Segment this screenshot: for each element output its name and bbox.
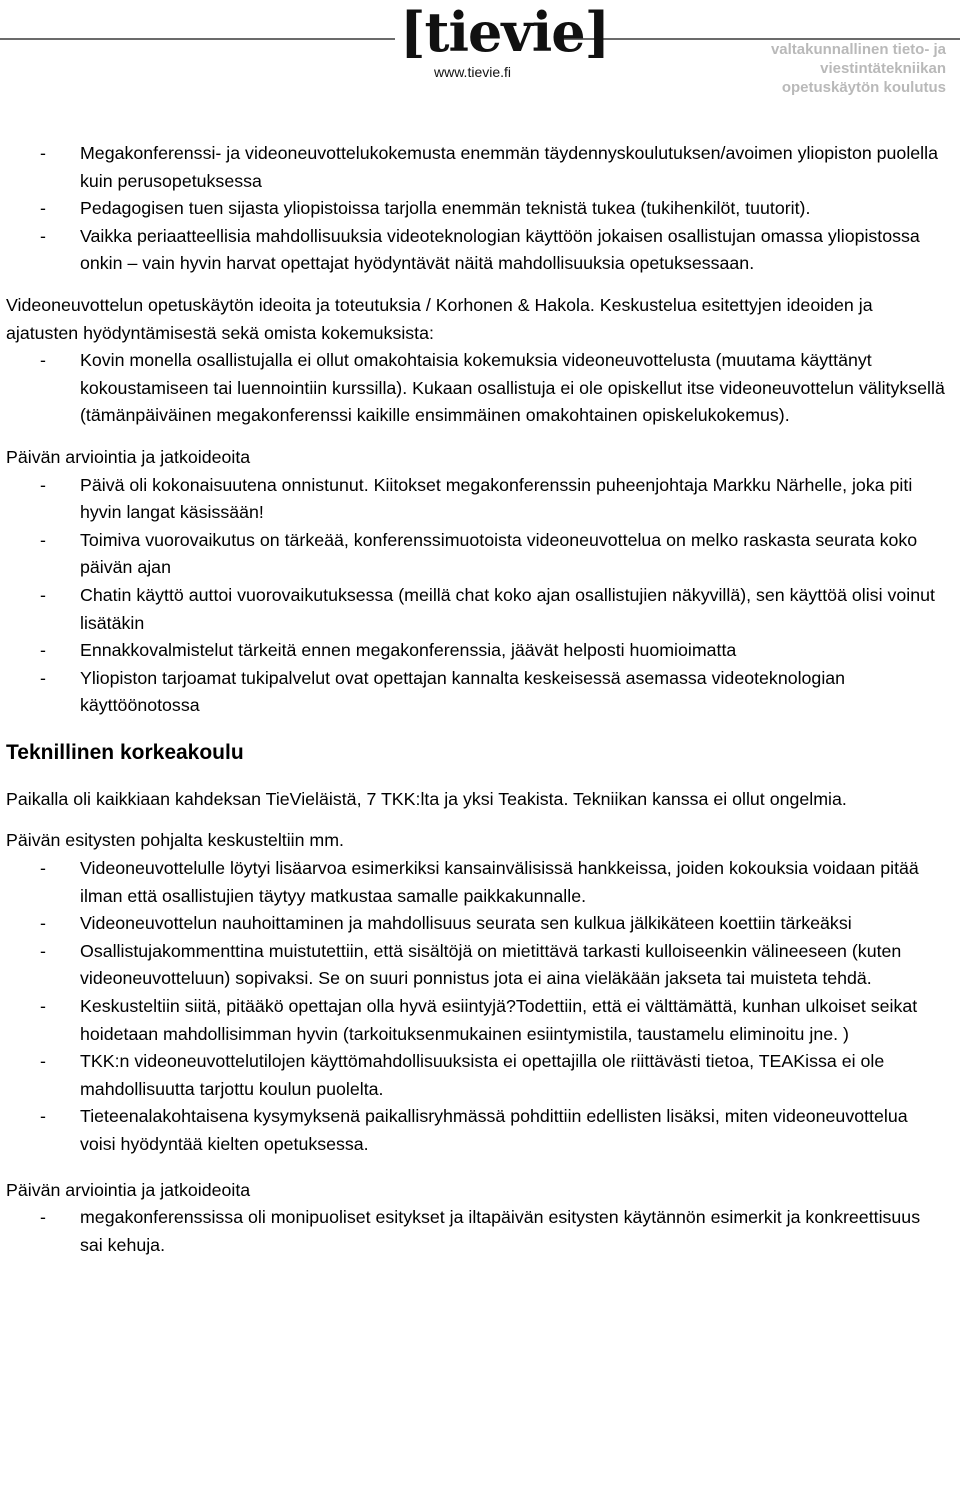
dash-marker: - xyxy=(40,1051,46,1072)
list-item-text: Yliopiston tarjoamat tukipalvelut ovat opettajan kannalta keskeisessä asemassa videoteknologian käyttöönotossa xyxy=(80,667,846,716)
dash-marker: - xyxy=(40,1207,46,1228)
tkk-list xyxy=(6,855,946,1159)
document-body xyxy=(6,140,946,1259)
list-item-text: Vaikka periaatteellisia mahdollisuuksia videoteknologian käyttöön jokaisen osallistujan omassa yliopistossa onkin – vain hyvin harvat opettajat hyödyntävät näitä mahdollisuuksia opetuksessaan. xyxy=(80,225,920,274)
dash-marker: - xyxy=(40,584,46,605)
eval1-list xyxy=(6,472,946,720)
tkk-discussion-title: Päivän esitysten pohjalta keskusteltiin mm. xyxy=(6,830,345,851)
list-item xyxy=(6,1103,946,1158)
dash-marker: - xyxy=(40,640,46,661)
list-item-text: Osallistujakommenttina muistutettiin, että sisältöjä on mietittävä tarkasti kulloiseenkin välineeseen (kuten videoneuvotteluun) sopivaksi. Se on suuri ponnistus jota ei aina vieläkään jakseta tai muisteta tehdä. xyxy=(80,940,902,989)
eval2-list xyxy=(6,1204,946,1259)
list-item xyxy=(6,855,946,910)
list-item xyxy=(6,140,946,195)
list-item xyxy=(6,993,946,1048)
list-item-text: Pedagogisen tuen sijasta yliopistoissa tarjolla enemmän teknistä tukea (tukihenkilöt, tuutorit). xyxy=(80,198,811,219)
dash-marker: - xyxy=(40,225,46,246)
ideas-intro: Videoneuvottelun opetuskäytön ideoita ja toteutuksia / Korhonen & Hakola. Keskustelua esitettyjen ideoiden ja ajatusten hyödyntämisestä sekä omista kokemuksista: xyxy=(6,294,873,343)
eval2-title: Päivän arviointia ja jatkoideoita xyxy=(6,1179,251,1200)
dash-marker: - xyxy=(40,940,46,961)
list-item xyxy=(6,665,946,720)
eval1-title: Päivän arviointia ja jatkoideoita xyxy=(6,446,251,467)
section1-list xyxy=(6,140,946,278)
list-item-text: Megakonferenssi- ja videoneuvottelukokemusta enemmän täydennyskoulutuksen/avoimen yliopiston puolella kuin perusopetuksessa xyxy=(80,143,938,191)
list-item-text: Kovin monella osallistujalla ei ollut omakohtaisia kokemuksia videoneuvottelusta (muutama käyttänyt kokoustamiseen tai luennointiin kurssilla). Kukaan osallistuja ei ole opiskellut itse videoneuvottelun välityksellä (tämänpäiväinen megakonferenssi kaikille ensimmäinen omakohtainen opiskelukokemus). xyxy=(80,350,945,426)
list-item xyxy=(6,527,946,582)
page-header xyxy=(0,0,960,110)
list-item xyxy=(6,637,946,665)
dash-marker: - xyxy=(40,143,46,163)
list-item xyxy=(6,910,946,938)
list-item-text: Tieteenalakohtaisena kysymyksenä paikallisryhmässä pohdittiin edellisten lisäksi, miten videoneuvottelua voisi hyödyntää kielten opetuksessa. xyxy=(80,1106,908,1154)
dash-marker: - xyxy=(40,913,46,934)
list-item-text: Videoneuvottelun nauhoittaminen ja mahdollisuus seurata sen kulkua jälkikäteen koettiin tärkeäksi xyxy=(80,913,852,934)
list-item-text: Videoneuvottelulle löytyi lisäarvoa esimerkiksi kansainvälisissä hankkeissa, joiden kokouksia voidaan pitää ilman että osallistujien täytyy matkustaa samalle paikkakunnalle. xyxy=(80,858,919,906)
list-item xyxy=(6,1204,946,1259)
dash-marker: - xyxy=(40,996,46,1017)
logo-wordmark: [tievie] xyxy=(400,0,610,64)
list-item-text: megakonferenssissa oli monipuoliset esitykset ja iltapäivän esitysten käytännön esimerkit ja konkreettisuus sai kehuja. xyxy=(80,1207,921,1255)
dash-marker: - xyxy=(40,1106,46,1127)
list-item xyxy=(6,582,946,637)
dash-marker: - xyxy=(40,474,46,495)
ideas-list xyxy=(6,347,946,430)
section-heading: Teknillinen korkeakoulu xyxy=(6,740,244,764)
list-item xyxy=(6,938,946,993)
org-line: opetuskäytön koulutus xyxy=(781,79,946,96)
list-item-text: Ennakkovalmistelut tärkeitä ennen megakonferenssia, jäävät helposti huomioimatta xyxy=(80,640,737,661)
org-line: valtakunnallinen tieto- ja xyxy=(770,41,946,58)
list-item-text: Toimiva vuorovaikutus on tärkeää, konferenssimuotoista videoneuvottelua on melko raskasta seurata koko päivän ajan xyxy=(80,529,918,578)
logo-url: www.tievie.fi xyxy=(434,64,512,80)
list-item xyxy=(6,195,946,223)
org-line: viestintätekniikan xyxy=(820,60,946,77)
dash-marker: - xyxy=(40,858,46,879)
list-item-text: Keskusteltiin siitä, pitääkö opettajan olla hyvä esiintyjä?Todettiin, että ei välttämättä, kunhan ulkoiset seikat hoidetaan mahdollisimman hyvin (tarkoituksenmukainen esiintymistila, taustamelu eliminoitu jne. ) xyxy=(80,996,918,1044)
tkk-intro: Paikalla oli kaikkiaan kahdeksan TieVieläistä, 7 TKK:lta ja yksi Teakista. Tekniikan kanssa ei ollut ongelmia. xyxy=(6,788,847,809)
dash-marker: - xyxy=(40,529,46,550)
list-item xyxy=(6,1048,946,1103)
dash-marker: - xyxy=(40,667,46,688)
list-item xyxy=(6,223,946,278)
list-item xyxy=(6,472,946,527)
organization-name xyxy=(736,40,946,97)
dash-marker: - xyxy=(40,198,46,219)
list-item-text: Chatin käyttö auttoi vuorovaikutuksessa (meillä chat koko ajan osallistujien näkyvillä), sen käyttöä olisi voinut lisätäkin xyxy=(80,584,935,633)
list-item-text: TKK:n videoneuvottelutilojen käyttömahdollisuuksista ei opettajilla ole riittävästi tietoa, TEAKissa ei ole mahdollisuutta tarjottu koulun puolelta. xyxy=(80,1051,885,1099)
list-item-text: Päivä oli kokonaisuutena onnistunut. Kiitokset megakonferenssin puheenjohtaja Markku Närhelle, joka piti hyvin langat käsissään! xyxy=(80,474,913,523)
list-item xyxy=(6,347,946,430)
dash-marker: - xyxy=(40,350,46,371)
